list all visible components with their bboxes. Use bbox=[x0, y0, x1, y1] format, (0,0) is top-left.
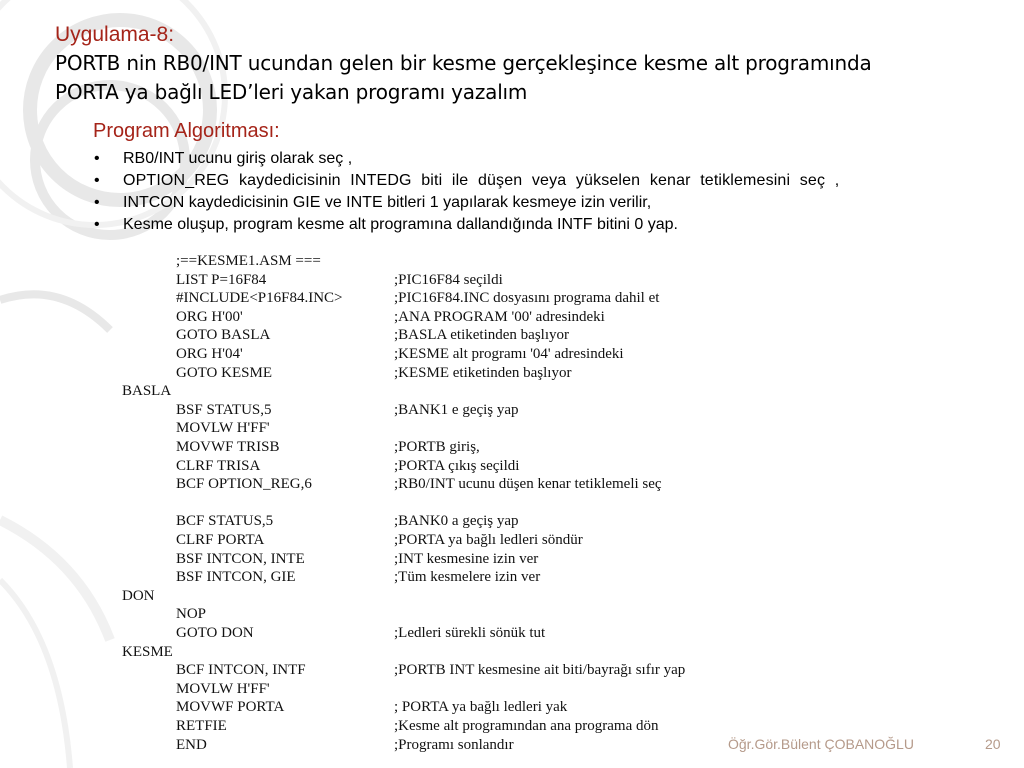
code-instruction: BCF INTCON, INTF bbox=[176, 662, 306, 679]
code-instruction: CLRF TRISA bbox=[176, 457, 261, 474]
code-instruction: BCF STATUS,5 bbox=[176, 513, 274, 530]
code-comment: ;PIC16F84.INC dosyasını programa dahil et bbox=[394, 290, 660, 307]
code-comment: ;KESME etiketinden başlıyor bbox=[394, 364, 572, 381]
list-item-text: OPTION_REG kaydedicisinin INTEDG biti ile düşen veya yükselen kenar tetiklemesini seç , bbox=[123, 172, 840, 189]
code-comment: ;INT kesmesine izin ver bbox=[394, 550, 539, 567]
code-instruction: BCF OPTION_REG,6 bbox=[176, 476, 312, 493]
code-instruction: BSF INTCON, GIE bbox=[176, 569, 296, 586]
code-instruction: ORG H'04' bbox=[176, 346, 243, 362]
code-comment: ;PORTB giriş, bbox=[394, 439, 480, 455]
footer-author: Öğr.Gör.Bülent ÇOBANOĞLU bbox=[728, 736, 914, 752]
bullet-icon: • bbox=[94, 172, 100, 189]
list-item bbox=[94, 170, 974, 192]
list-item-text: INTCON kaydedicisinin GIE ve INTE bitleri 1 yapılarak kesmeye izin verilir, bbox=[123, 194, 652, 211]
code-comment: ;KESME alt programı '04' adresindeki bbox=[394, 346, 624, 362]
title-line-2: PORTB nin RB0/INT ucundan gelen bir kesme gerçekleşince kesme alt programında bbox=[55, 51, 872, 75]
code-instruction: CLRF PORTA bbox=[176, 532, 265, 548]
code-comment: ;Ledleri sürekli sönük tut bbox=[394, 625, 546, 641]
code-comment: ; PORTA ya bağlı ledleri yak bbox=[394, 699, 568, 716]
code-comment: ;PORTA çıkış seçildi bbox=[394, 457, 520, 474]
code-comment: ;BASLA etiketinden başlıyor bbox=[394, 327, 569, 344]
list-item-text: RB0/INT ucunu giriş olarak seç , bbox=[123, 150, 353, 167]
code-label: KESME bbox=[122, 643, 173, 660]
code-comment: ;Kesme alt programından ana programa dön bbox=[394, 718, 659, 734]
algorithm-list bbox=[94, 148, 974, 236]
code-comment: ;PORTA ya bağlı ledleri söndür bbox=[394, 532, 583, 548]
slide-title bbox=[55, 20, 872, 107]
code-instruction: GOTO BASLA bbox=[176, 327, 271, 344]
code-comment: ;PIC16F84 seçildi bbox=[394, 271, 503, 288]
bullet-icon: • bbox=[94, 216, 100, 233]
code-instruction: BSF INTCON, INTE bbox=[176, 550, 305, 567]
code-comment: ;ANA PROGRAM '00' adresindeki bbox=[394, 308, 605, 325]
code-comment: ;BANK1 e geçiş yap bbox=[394, 401, 519, 418]
algorithm-heading: Program Algoritması: bbox=[93, 120, 280, 142]
code-comment: ;RB0/INT ucunu düşen kenar tetiklemeli seç bbox=[394, 476, 662, 493]
code-instruction: ;==KESME1.ASM === bbox=[176, 253, 321, 269]
code-instruction: GOTO KESME bbox=[176, 364, 272, 381]
code-instruction: GOTO DON bbox=[176, 625, 254, 641]
code-comment: ;BANK0 a geçiş yap bbox=[394, 513, 519, 530]
list-item bbox=[94, 192, 974, 214]
code-label: DON bbox=[122, 587, 155, 604]
code-comment: ;Programı sonlandır bbox=[394, 736, 514, 753]
code-instruction: LIST P=16F84 bbox=[176, 271, 267, 288]
code-comment: ;PORTB INT kesmesine ait biti/bayrağı sıfır yap bbox=[394, 662, 686, 679]
title-line-3: PORTA ya bağlı LED’leri yakan programı yazalım bbox=[55, 80, 528, 104]
title-line-1: Uygulama-8: bbox=[55, 23, 175, 46]
code-instruction: MOVWF TRISB bbox=[176, 439, 280, 455]
list-item bbox=[94, 148, 974, 170]
list-item-text: Kesme oluşup, program kesme alt programına dallandığında INTF bitini 0 yap. bbox=[123, 216, 678, 233]
code-label: BASLA bbox=[122, 383, 172, 400]
code-instruction: MOVLW H'FF' bbox=[176, 420, 270, 437]
bullet-icon: • bbox=[94, 194, 100, 211]
code-instruction: NOP bbox=[176, 606, 207, 623]
code-instruction: ORG H'00' bbox=[176, 308, 243, 325]
code-instruction: END bbox=[176, 736, 207, 753]
code-instruction: MOVWF PORTA bbox=[176, 699, 285, 716]
code-instruction: BSF STATUS,5 bbox=[176, 401, 272, 418]
code-instruction: MOVLW H'FF' bbox=[176, 680, 270, 697]
assembly-code-block bbox=[116, 248, 726, 756]
bullet-icon: • bbox=[94, 150, 100, 167]
code-instruction: #INCLUDE<P16F84.INC> bbox=[176, 290, 343, 307]
code-instruction: RETFIE bbox=[176, 718, 227, 734]
page-number: 20 bbox=[985, 736, 1001, 752]
code-comment: ;Tüm kesmelere izin ver bbox=[394, 569, 541, 586]
list-item bbox=[94, 214, 974, 236]
